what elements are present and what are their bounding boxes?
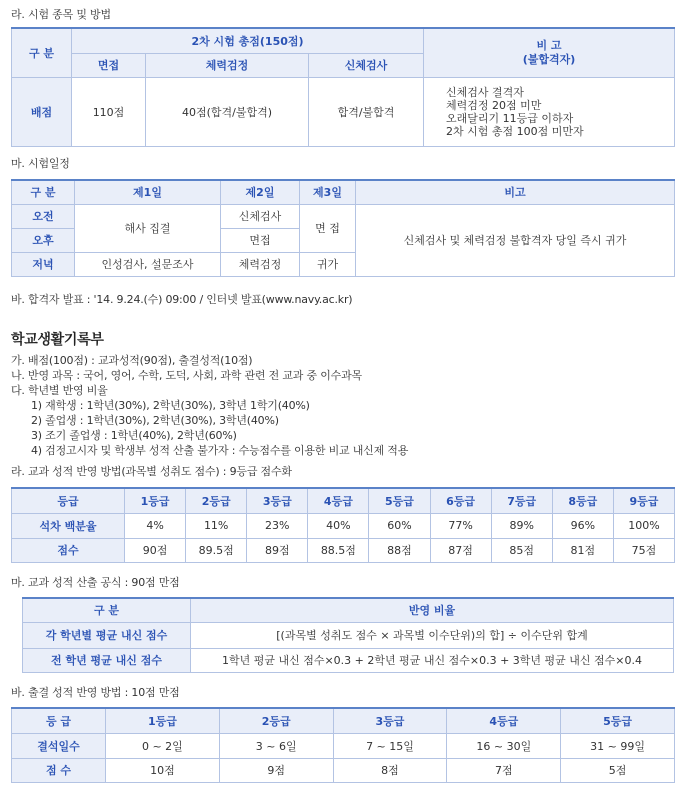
points-cell: 75점 [613, 538, 674, 563]
attendance-points-cell: 9점 [219, 758, 333, 783]
attendance-table [11, 707, 675, 783]
list-line: 나. 반영 과목 : 국어, 영어, 수학, 도덕, 사회, 과학 관련 전 교과 중 이수과목 [11, 369, 362, 382]
gubun-header: 구 분 [12, 28, 72, 77]
percentile-cell: 60% [369, 513, 430, 538]
points-cell: 90점 [125, 538, 186, 563]
percentile-cell: 23% [247, 513, 308, 538]
schedule-note-header: 비고 [356, 180, 675, 204]
section-title-exam-method: 라. 시험 종목 및 방법 [11, 8, 111, 21]
grade-col: 4등급 [308, 488, 369, 513]
row-label-attendance-points: 점 수 [12, 758, 106, 783]
day1-assembly: 해사 집결 [75, 204, 221, 252]
section-title-grade-method: 라. 교과 성적 반영 방법(과목별 성취도 점수) : 9등급 점수화 [11, 465, 292, 478]
day2-morning: 신체검사 [221, 204, 300, 228]
grade-table [11, 487, 675, 563]
list-line: 2) 졸업생 : 1학년(30%), 2학년(30%), 3학년(40%) [31, 414, 279, 427]
grade-col: 3등급 [247, 488, 308, 513]
day2-header: 제2일 [221, 180, 300, 204]
total-average-formula: 1학년 평균 내신 점수×0.3 + 2학년 평균 내신 점수×0.3 + 3학년 평균 내신 점수×0.4 [191, 648, 674, 673]
percentile-cell: 77% [430, 513, 491, 538]
remark-item: 2차 시험 총점 100점 미만자 [446, 124, 584, 138]
row-label-morning: 오전 [12, 204, 75, 228]
grade-col: 9등급 [613, 488, 674, 513]
attendance-grade-col: 1등급 [106, 708, 220, 733]
row-label-evening: 저녁 [12, 252, 75, 277]
schedule-table [11, 179, 675, 277]
remarks-header [424, 28, 675, 77]
grade-col: 6등급 [430, 488, 491, 513]
percentile-cell: 11% [186, 513, 247, 538]
absence-cell: 3 ~ 6일 [219, 733, 333, 758]
grade-col: 5등급 [369, 488, 430, 513]
row-label-percentile: 석차 백분율 [12, 513, 125, 538]
points-cell: 89.5점 [186, 538, 247, 563]
remark-item: 체력검정 20점 미만 [446, 98, 542, 112]
remarks-subtitle: (불합격자) [522, 52, 576, 66]
remark-item: 오래달리기 11등급 이하자 [446, 111, 574, 125]
row-label-absences: 결석일수 [12, 733, 106, 758]
col-fitness: 체력검정 [146, 53, 309, 77]
points-cell: 81점 [552, 538, 613, 563]
points-cell: 89점 [247, 538, 308, 563]
attendance-points-cell: 8점 [333, 758, 447, 783]
remark-item: 신체검사 결격자 [446, 85, 524, 99]
formula-ratio-header: 반영 비율 [191, 598, 674, 622]
col-physical: 신체검사 [309, 53, 424, 77]
col-interview: 면접 [72, 53, 146, 77]
grade-col: 7등급 [491, 488, 552, 513]
formula-table [22, 597, 674, 673]
list-line: 1) 재학생 : 1학년(30%), 2학년(30%), 3학년 1학기(40%) [31, 399, 310, 412]
schedule-gubun-header: 구 분 [12, 180, 75, 204]
points-cell: 87점 [430, 538, 491, 563]
attendance-points-cell: 7점 [447, 758, 561, 783]
yearly-average-formula: [(과목별 성취도 점수 × 과목별 이수단위)의 합] ÷ 이수단위 합계 [191, 622, 674, 648]
cell-fitness-score: 40점(합격/불합격) [146, 77, 309, 147]
day1-header: 제1일 [75, 180, 221, 204]
grade-col: 1등급 [125, 488, 186, 513]
row-label-yearly-average: 각 학년별 평균 내신 점수 [23, 622, 191, 648]
absence-cell: 31 ~ 99일 [561, 733, 675, 758]
attendance-grade-header: 등 급 [12, 708, 106, 733]
list-line: 3) 조기 졸업생 : 1학년(40%), 2학년(60%) [31, 429, 237, 442]
section-title-formula: 마. 교과 성적 산출 공식 : 90점 만점 [11, 576, 180, 589]
row-label-total-average: 전 학년 평균 내신 점수 [23, 648, 191, 673]
school-record-title: 학교생활기록부 [11, 332, 104, 348]
percentile-cell: 100% [613, 513, 674, 538]
total-score-header: 2차 시험 총점(150점) [72, 28, 424, 53]
row-label-score: 배점 [12, 77, 72, 147]
day3-interview: 면 접 [300, 204, 356, 252]
row-label-afternoon: 오후 [12, 228, 75, 252]
list-line: 가. 배점(100점) : 교과성적(90점), 출결성적(10점) [11, 354, 253, 367]
day3-evening: 귀가 [300, 252, 356, 277]
remarks-list [424, 77, 675, 147]
cell-interview-score: 110점 [72, 77, 146, 147]
grade-header: 등급 [12, 488, 125, 513]
percentile-cell: 96% [552, 513, 613, 538]
attendance-grade-col: 2등급 [219, 708, 333, 733]
absence-cell: 0 ~ 2일 [106, 733, 220, 758]
exam-method-table [11, 27, 675, 147]
points-cell: 85점 [491, 538, 552, 563]
attendance-grade-col: 3등급 [333, 708, 447, 733]
percentile-cell: 4% [125, 513, 186, 538]
row-label-points: 점수 [12, 538, 125, 563]
attendance-points-cell: 5점 [561, 758, 675, 783]
day2-afternoon: 면접 [221, 228, 300, 252]
percentile-cell: 89% [491, 513, 552, 538]
cell-physical-score: 합격/불합격 [309, 77, 424, 147]
day1-evening: 인성검사, 설문조사 [75, 252, 221, 277]
points-cell: 88점 [369, 538, 430, 563]
grade-col: 8등급 [552, 488, 613, 513]
percentile-cell: 40% [308, 513, 369, 538]
announcement-line: 바. 합격자 발표 : '14. 9.24.(수) 09:00 / 인터넷 발표(www.navy.ac.kr) [11, 293, 353, 306]
schedule-note: 신체검사 및 체력검정 불합격자 당일 즉시 귀가 [356, 204, 675, 277]
attendance-points-cell: 10점 [106, 758, 220, 783]
absence-cell: 16 ~ 30일 [447, 733, 561, 758]
absence-cell: 7 ~ 15일 [333, 733, 447, 758]
section-title-schedule: 마. 시험일정 [11, 157, 70, 170]
attendance-grade-col: 5등급 [561, 708, 675, 733]
remarks-title: 비 고 [536, 38, 562, 52]
list-line: 4) 검정고시자 및 학생부 성적 산출 불가자 : 수능점수를 이용한 비교 내신제 적용 [31, 444, 409, 457]
list-line: 다. 학년별 반영 비율 [11, 384, 108, 397]
day3-header: 제3일 [300, 180, 356, 204]
day2-evening: 체력검정 [221, 252, 300, 277]
grade-col: 2등급 [186, 488, 247, 513]
section-title-attendance: 바. 출결 성적 반영 방법 : 10점 만점 [11, 686, 180, 699]
attendance-grade-col: 4등급 [447, 708, 561, 733]
formula-gubun-header: 구 분 [23, 598, 191, 622]
points-cell: 88.5점 [308, 538, 369, 563]
